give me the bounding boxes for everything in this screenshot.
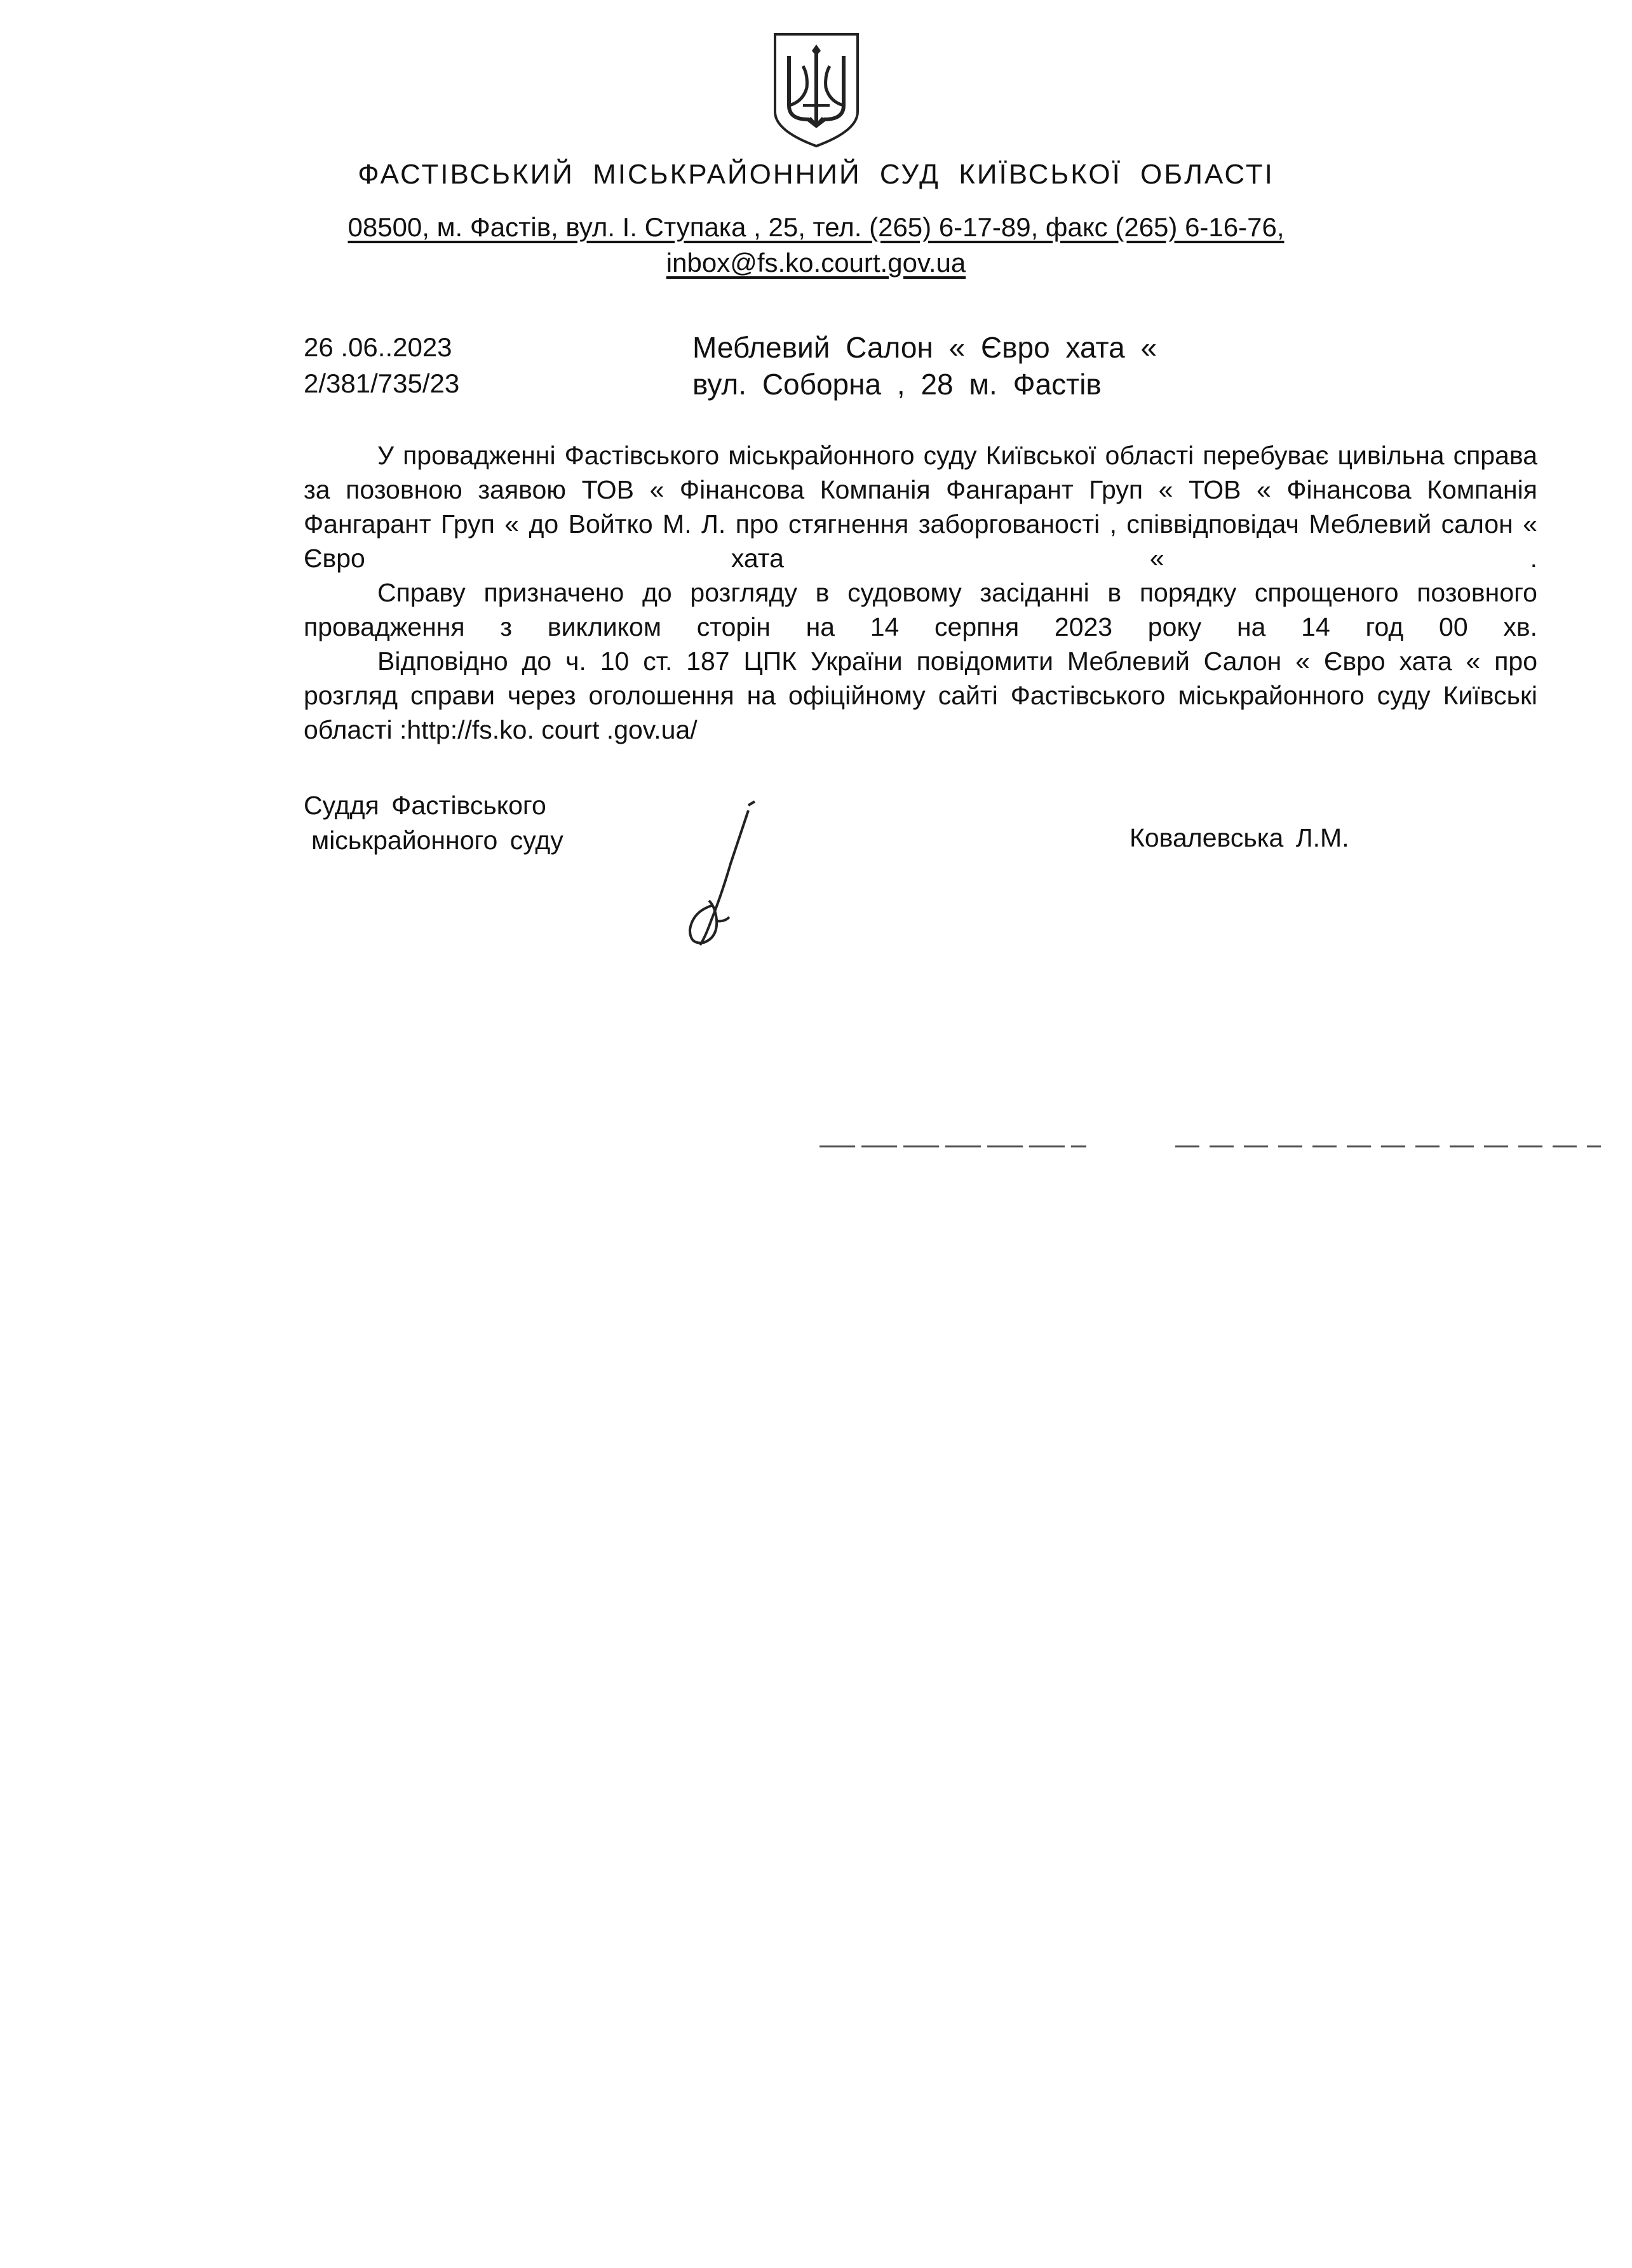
trident-coat-of-arms-icon [770, 30, 863, 149]
court-email: inbox@fs.ko.court.gov.ua [666, 248, 966, 278]
case-number: 2/381/735/23 [304, 368, 460, 398]
paragraph-case-info: У провадженні Фастівського міськрайонного суду Київської області перебуває цивільна справа за позовною заявою ТОВ « Фінансова Компанія Фангарант Груп « ТОВ « Фінансова Компанія Фангарант Груп « до Войтко М. Л. про стягнення заборгованості , співвідповідач Меблевий салон « Євро хата « . [304, 441, 1537, 573]
handwritten-signature-icon [673, 793, 769, 951]
dashed-divider [819, 1143, 1601, 1150]
judge-name: Ковалевська Л.М. [1130, 823, 1349, 852]
letter-date: 26 .06..2023 [304, 332, 452, 362]
paragraph-hearing-date: Справу призначено до розгляду в судовому засіданні в порядку спрощеного позовного провадження з викликом сторін на 14 серпня 2023 року на 14 год 00 хв. [304, 578, 1537, 641]
court-name: ФАСТІВСЬКИЙ МІСЬКРАЙОННИЙ СУД КИЇВСЬКОЇ ОБЛАСТІ [358, 159, 1274, 190]
court-address: 08500, м. Фастів, вул. І. Ступака , 25, тел. (265) 6-17-89, факс (265) 6-16-76, [347, 212, 1285, 242]
notice-body [304, 438, 1537, 747]
judge-title-line2: міськрайонного суду [311, 826, 563, 855]
recipient-address: вул. Соборна , 28 м. Фастів [692, 368, 1102, 401]
court-contact-block [0, 210, 1632, 281]
paragraph-notification: Відповідно до ч. 10 ст. 187 ЦПК України повідомити Меблевий Салон « Євро хата « про розгляд справи через оголошення на офіційному сайті Фастівського міськрайонного суду Київські області :http://fs.ko. court .gov.ua/ [304, 647, 1537, 744]
recipient-name: Меблевий Салон « Євро хата « [692, 331, 1157, 364]
judge-title-line1: Суддя Фастівського [304, 791, 546, 820]
